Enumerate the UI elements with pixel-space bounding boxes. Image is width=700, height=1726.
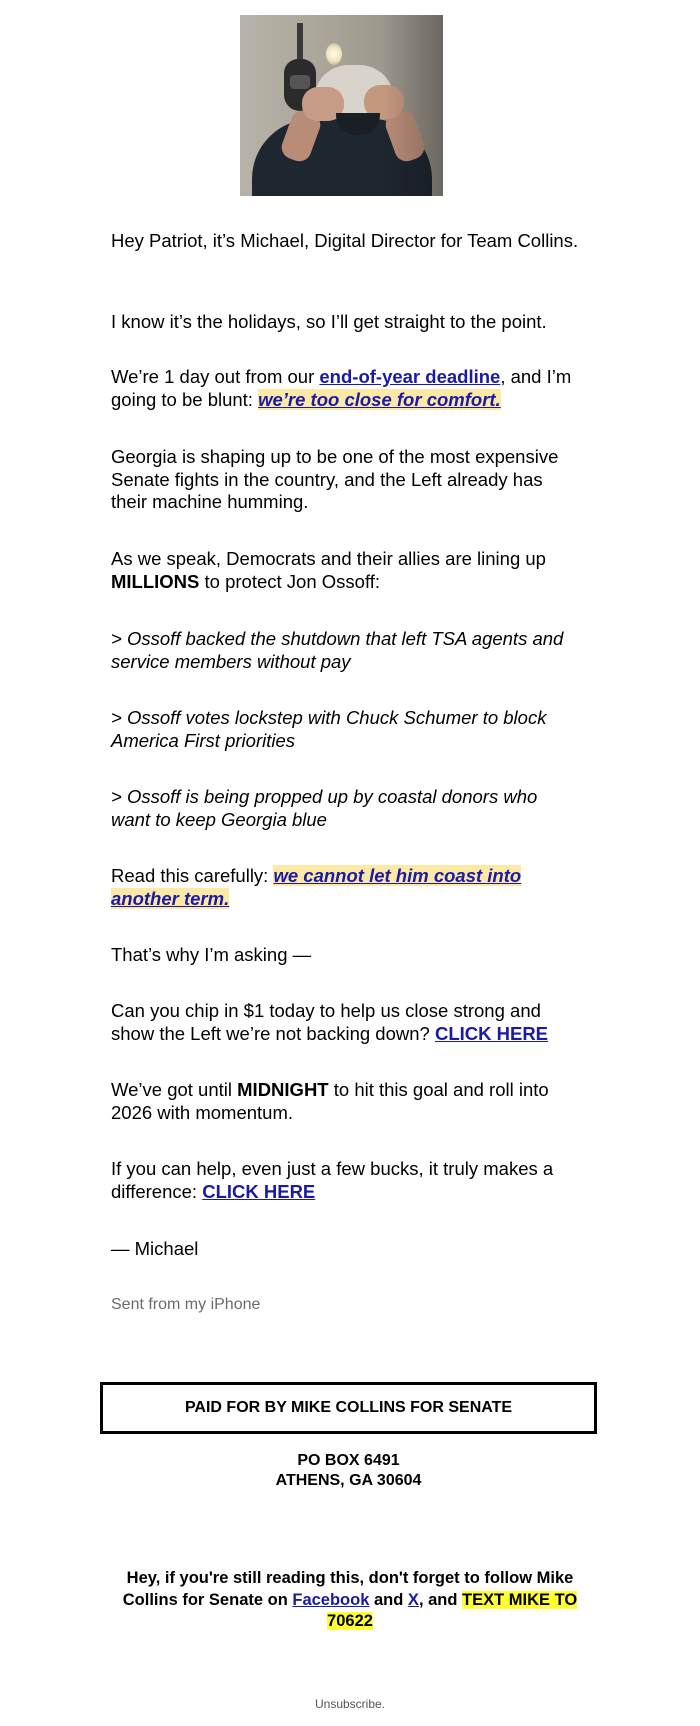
mailing-address — [100, 1451, 597, 1491]
chip-text: Can you chip in $1 today to help us close strong and show the Left we’re not backing down? — [111, 1000, 541, 1044]
greeting-text: Hey Patriot, it’s Michael, Digital Director for Team Collins. — [111, 230, 579, 251]
lamp-shape — [326, 43, 342, 65]
bullet-3 — [111, 786, 581, 831]
holidays-text: I know it’s the holidays, so I’ll get straight to the point. — [111, 311, 547, 332]
paid-for-box — [100, 1382, 597, 1434]
democrats-post: to protect Jon Ossoff: — [199, 570, 381, 592]
bullet-3-text: > Ossoff is being propped up by coastal donors who want to keep Georgia blue — [111, 786, 538, 830]
facebook-link[interactable]: Facebook — [292, 1590, 370, 1609]
follow-and-2: , and — [418, 1590, 463, 1609]
deadline-mid: , and I’m going to be blunt: — [111, 366, 572, 410]
header-photo — [240, 15, 443, 196]
georgia-paragraph — [111, 446, 581, 514]
greeting-paragraph — [111, 230, 581, 253]
text-mike-highlight: TEXT MIKE TO 70622 — [327, 1590, 578, 1630]
midnight-bold: MIDNIGHT — [237, 1079, 329, 1100]
careful-paragraph — [111, 865, 581, 910]
address-line-2: ATHENS, GA 30604 — [275, 1472, 422, 1489]
help-text: If you can help, even just a few bucks, it truly makes a difference: — [111, 1158, 554, 1202]
midnight-post: to hit this goal and roll into 2026 with momentum. — [111, 1079, 549, 1123]
deadline-pre: We’re 1 day out from our — [111, 366, 320, 387]
follow-pre: Hey, if you're still reading this, don't forget to follow Mike Collins for Senate on — [122, 1569, 574, 1609]
bullet-2-text: > Ossoff votes lockstep with Chuck Schumer to block America First priorities — [111, 707, 547, 751]
millions-text: MILLIONS — [111, 570, 200, 592]
signoff-text: — Michael — [111, 1238, 199, 1259]
signoff-paragraph — [111, 1238, 581, 1261]
asking-paragraph — [111, 944, 581, 967]
sent-from-paragraph — [111, 1294, 581, 1317]
holidays-paragraph — [111, 311, 581, 334]
guitar-neck-shape — [297, 23, 303, 63]
democrats-pre: As we speak, Democrats and their allies are lining up — [111, 548, 546, 569]
help-paragraph — [111, 1158, 581, 1203]
follow-and-1: and — [369, 1590, 408, 1609]
coast-link[interactable]: we cannot let him coast into another term. — [111, 865, 522, 909]
georgia-text: Georgia is shaping up to be one of the most expensive Senate fights in the country, and the Left already has their machine humming. — [111, 446, 559, 512]
bullet-2 — [111, 707, 581, 752]
too-close-link[interactable]: we’re too close for comfort. — [258, 388, 501, 410]
midnight-pre: We’ve got until — [111, 1079, 238, 1100]
democrats-paragraph — [111, 548, 581, 593]
careful-pre: Read this carefully: — [111, 865, 274, 886]
photo-shadow — [383, 15, 443, 196]
asking-text: That’s why I’m asking — — [111, 944, 312, 965]
follow-paragraph — [110, 1568, 590, 1633]
unsubscribe-link[interactable]: Unsubscribe. — [314, 1697, 386, 1711]
address-line-1: PO BOX 6491 — [297, 1452, 400, 1469]
guitar-pickguard-shape — [290, 75, 310, 89]
click-here-link-1[interactable]: CLICK HERE — [434, 1022, 549, 1044]
midnight-paragraph — [111, 1079, 581, 1124]
click-here-link-2[interactable]: CLICK HERE — [202, 1180, 316, 1202]
bullet-1 — [111, 628, 581, 673]
paid-for-text: PAID FOR BY MIKE COLLINS FOR SENATE — [184, 1399, 513, 1416]
bullet-1-text: > Ossoff backed the shutdown that left TSA agents and service members without pay — [111, 628, 564, 672]
x-link[interactable]: X — [407, 1590, 419, 1609]
deadline-paragraph — [111, 366, 581, 411]
deadline-link[interactable]: end-of-year deadline — [319, 366, 501, 387]
sent-from-text: Sent from my iPhone — [111, 1296, 261, 1313]
chip-paragraph — [111, 1000, 581, 1045]
